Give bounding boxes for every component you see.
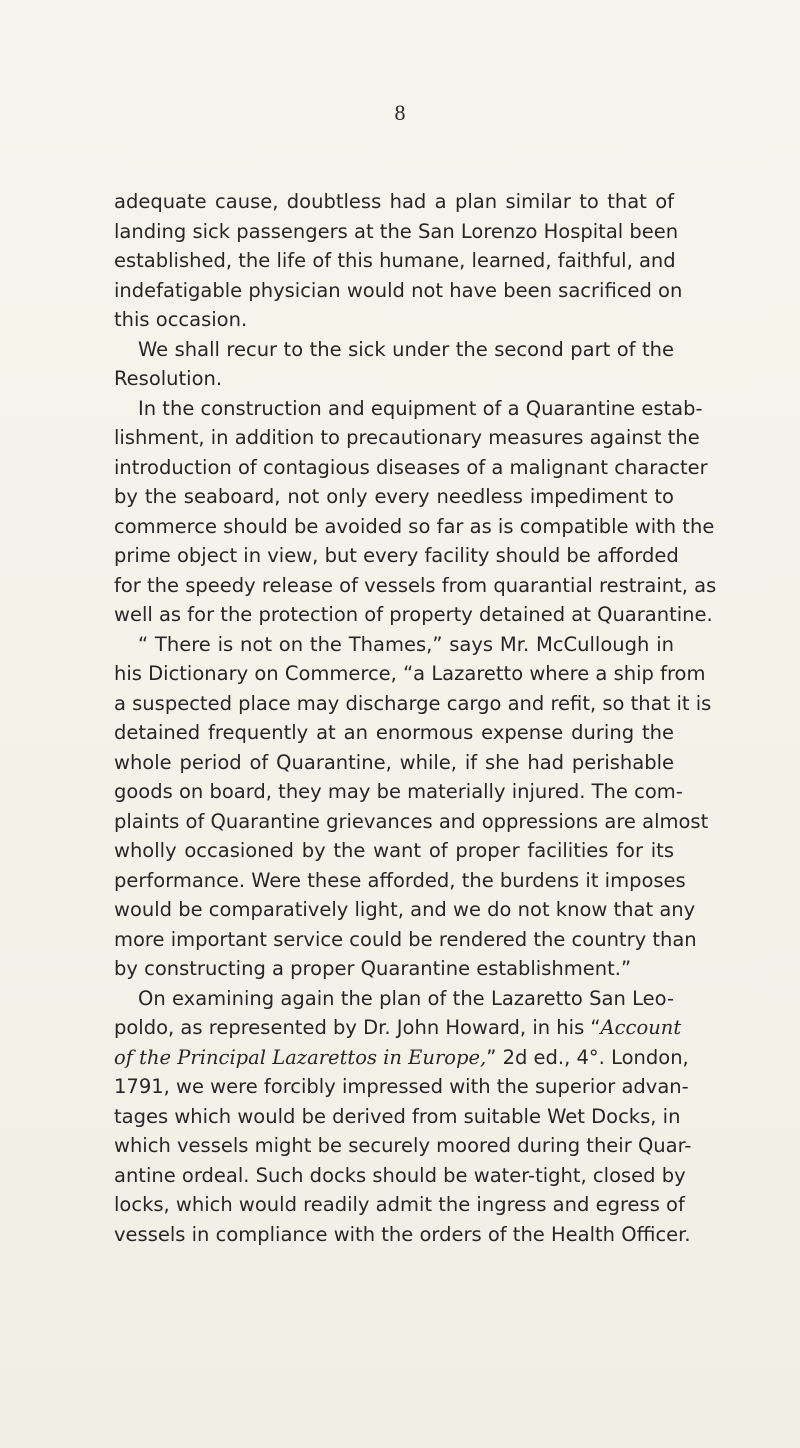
text-line: whole period of Quarantine, while, if she had perishable <box>114 750 674 774</box>
text-line: antine ordeal. Such docks should be water-tight, closed by <box>114 1163 686 1187</box>
text-segment: poldo, as represented by Dr. John Howard, in his “ <box>114 1016 601 1039</box>
text-line: more important service could be rendered the country than <box>114 927 697 951</box>
text-line <box>114 1043 689 1073</box>
text-line: plaints of Quarantine grievances and oppressions are almost <box>114 809 709 833</box>
text-line: would be comparatively light, and we do not know that any <box>114 898 696 921</box>
text-line: performance. Were these afforded, the burdens it imposes <box>114 868 686 892</box>
book-title-italic: Account <box>600 1016 682 1039</box>
text-line: this occasion. <box>114 308 248 331</box>
text-line: indefatigable physician would not have been sacrificed on <box>114 278 683 302</box>
text-line: tages which would be derived from suitable Wet Docks, in <box>114 1104 681 1128</box>
text-line: detained frequently at an enormous expense during the <box>114 721 674 744</box>
text-line: vessels in compliance with the orders of the Health Officer. <box>114 1222 691 1246</box>
text-line: by the seaboard, not only every needless impediment to <box>114 485 674 508</box>
text-line: We shall recur to the sick under the second part of the <box>138 337 674 361</box>
text-line: by constructing a proper Quarantine establishment.” <box>114 957 632 980</box>
text-line: well as for the protection of property detained at Quarantine. <box>114 603 713 626</box>
text-line: “ There is not on the Thames,” says Mr. McCullough in <box>138 632 674 656</box>
text-line: 1791, we were forcibly impressed with the superior advan- <box>114 1075 689 1098</box>
text-line: his Dictionary on Commerce, “a Lazaretto where a ship from <box>114 662 706 685</box>
text-line: goods on board, they may be materially injured. The com- <box>114 780 683 803</box>
text-line: a suspected place may discharge cargo and refit, so that it is <box>114 691 712 715</box>
text-line: introduction of contagious diseases of a malignant character <box>114 455 708 479</box>
text-segment: ” 2d ed., 4°. London, <box>486 1045 689 1069</box>
text-line: commerce should be avoided so far as is compatible with the <box>114 514 715 538</box>
text-line: which vessels might be securely moored during their Quar- <box>114 1134 692 1157</box>
book-title-italic: of the Principal Lazarettos in Europe, <box>114 1045 487 1069</box>
text-line: established, the life of this humane, learned, faithful, and <box>114 249 676 272</box>
text-line: wholly occasioned by the want of proper facilities for its <box>114 839 674 862</box>
text-line: for the speedy release of vessels from quarantial restraint, as <box>114 573 717 597</box>
text-line: locks, which would readily admit the ingress and egress of <box>114 1193 685 1216</box>
text-line: lishment, in addition to precautionary measures against the <box>114 426 700 449</box>
text-line: prime object in view, but every facility should be afforded <box>114 544 679 567</box>
text-line: Resolution. <box>114 367 223 390</box>
body-text <box>114 187 717 1249</box>
text-line: In the construction and equipment of a Quarantine estab- <box>138 396 703 420</box>
text-line: On examining again the plan of the Lazaretto San Leo- <box>138 986 674 1010</box>
page-number: 8 <box>394 100 406 125</box>
text-line: landing sick passengers at the San Lorenzo Hospital been <box>114 219 679 243</box>
text-line <box>114 1013 682 1043</box>
text-line: adequate cause, doubtless had a plan similar to that of <box>114 190 674 213</box>
